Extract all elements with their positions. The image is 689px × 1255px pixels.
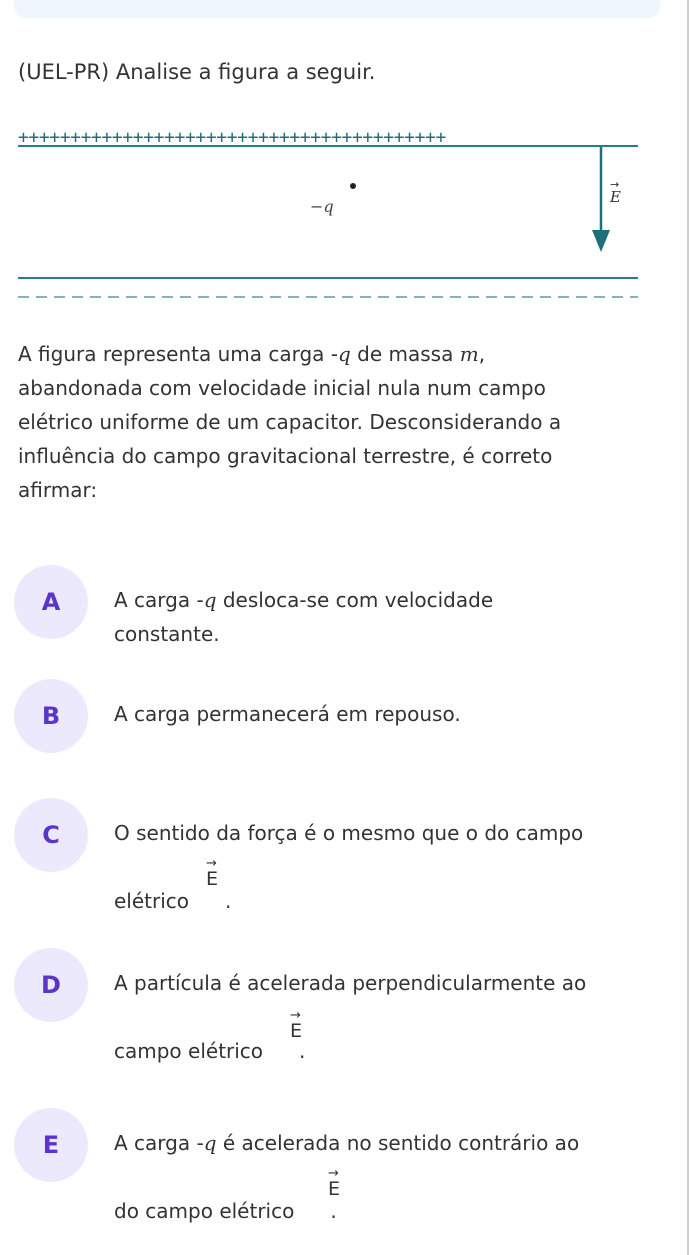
option-text: A carga -q é acelerada no sentido contrário ao do campo elétrico .: [114, 1131, 580, 1223]
vector-arrow-icon: →: [610, 178, 620, 191]
vector-arrow-icon: →: [290, 1008, 301, 1023]
option-text: A carga -q desloca-se com velocidade constante.: [114, 588, 494, 646]
option-text: A carga permanecerá em repouso.: [114, 702, 461, 726]
option-letter-badge[interactable]: C: [14, 798, 88, 872]
e-field-vector: → E: [206, 856, 219, 890]
charge-label: −q: [310, 197, 334, 216]
vector-arrow-icon: →: [206, 856, 217, 871]
e-field-vector: → E: [290, 1008, 303, 1042]
top-card-strip: [14, 0, 660, 18]
charge-dot: [350, 183, 356, 189]
question-intro: (UEL-PR) Analise a figura a seguir.: [18, 60, 376, 84]
option-letter-badge[interactable]: B: [14, 679, 88, 753]
option-text: O sentido da força é o mesmo que o do campo elétrico .: [114, 821, 584, 913]
field-arrow-head: [592, 230, 610, 252]
option-letter-badge[interactable]: E: [14, 1108, 88, 1182]
e-field-vector: → E: [328, 1166, 341, 1200]
field-label: E: [610, 188, 621, 206]
vector-arrow-icon: →: [328, 1166, 339, 1181]
question-statement: A figura representa uma carga -q de massa m, abandonada com velocidade inicial nula num campo elétrico uniforme de um capacitor. Desconsiderando a influência do campo gravitacional terrestre, é correto afirmar:: [18, 342, 562, 502]
option-letter-badge[interactable]: A: [14, 565, 88, 639]
option-letter-badge[interactable]: D: [14, 948, 88, 1022]
plus-signs: +++++++++++++++++++++++++++++++++++++++++: [18, 127, 446, 148]
capacitor-figure: [0, 120, 660, 310]
option-text: A partícula é acelerada perpendicularmente ao campo elétrico .: [114, 971, 587, 1063]
